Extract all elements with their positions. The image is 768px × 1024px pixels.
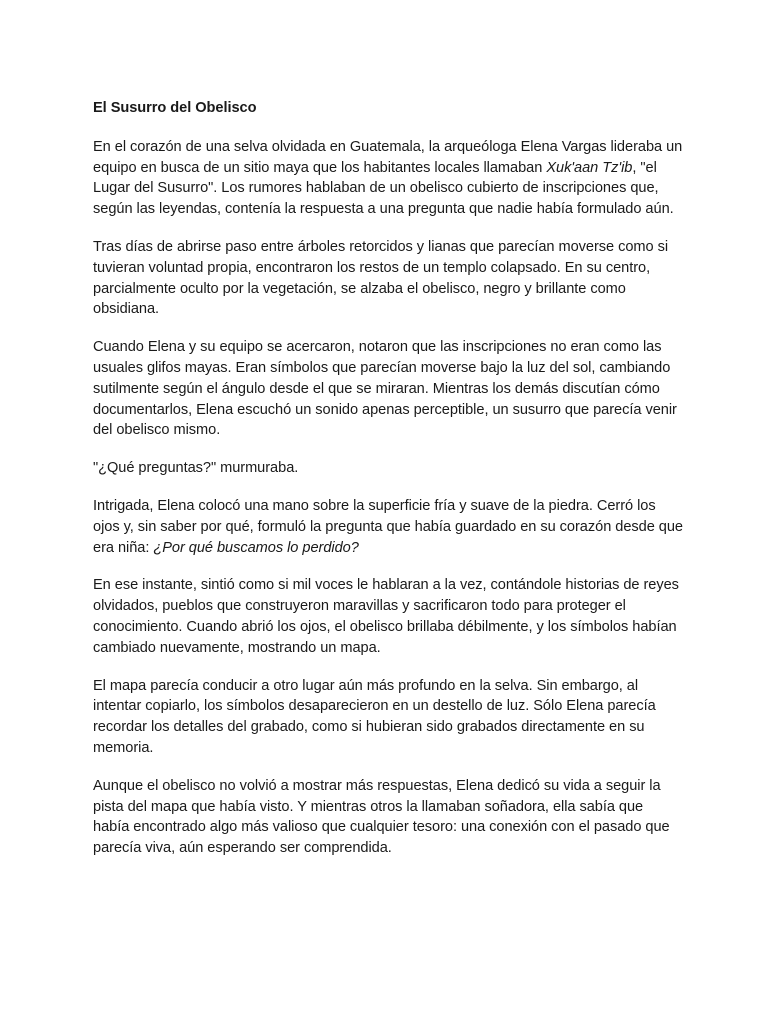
paragraph-text: , "el Lugar del Susurro". Los rumores hablaban de un obelisco cubierto de inscripciones que, según las leyendas, contenía la respuesta a una pregunta que nadie había formulado aún.	[93, 159, 674, 218]
paragraph-3	[93, 337, 683, 441]
paragraph-text: Cuando Elena y su equipo se acercaron, notaron que las inscripciones no eran como las usuales glifos mayas. Eran símbolos que parecían moverse bajo la luz del sol, cambiando sutilmente según el ángulo desde el que se miraran. Mientras los demás discutían cómo documentarlos, Elena escuchó un sonido apenas perceptible, un susurro que parecía venir del obelisco mismo.	[93, 339, 677, 439]
paragraph-7	[93, 676, 683, 759]
paragraph-italic-text: Xuk'aan Tz'ib	[546, 159, 633, 176]
paragraph-text: Aunque el obelisco no volvió a mostrar más respuestas, Elena dedicó su vida a seguir la pista del mapa que había visto. Y mientras otros la llamaban soñadora, ella sabía que había encontrado algo más valioso que cualquier tesoro: una conexión con el pasado que parecía viva, aún esperando ser comprendida.	[93, 777, 670, 857]
paragraph-text: El mapa parecía conducir a otro lugar aún más profundo en la selva. Sin embargo, al intentar copiarlo, los símbolos desaparecieron en un destello de luz. Sólo Elena parecía recordar los detalles del grabado, como si hubieran sido grabados directamente en su memoria.	[93, 677, 656, 756]
paragraph-1	[93, 137, 683, 220]
paragraph-text: En ese instante, sintió como si mil voces le hablaran a la vez, contándole historias de reyes olvidados, pueblos que construyeron maravillas y sacrificaron todo para proteger el conocimiento. Cuando abrió los ojos, el obelisco brillaba débilmente, y los símbolos habían cambiado nuevamente, mostrando un mapa.	[93, 577, 679, 656]
paragraph-text: Intrigada, Elena colocó una mano sobre la superficie fría y suave de la piedra. Cerró los ojos y, sin saber por qué, formuló la pregunta que había guardado en su corazón desde que era niña:	[93, 497, 683, 556]
paragraph-4	[93, 458, 683, 479]
paragraph-2	[93, 237, 683, 320]
paragraph-text: En el corazón de una selva olvidada en Guatemala, la arqueóloga Elena Vargas lideraba un equipo en busca de un sitio maya que los habitantes locales llamaban	[93, 138, 683, 176]
document-title: El Susurro del Obelisco	[93, 100, 257, 116]
paragraph-italic-text: ¿Por qué buscamos lo perdido?	[153, 539, 359, 556]
paragraph-5	[93, 496, 683, 558]
document-page	[93, 98, 683, 876]
paragraph-8	[93, 776, 683, 859]
paragraph-text: "¿Qué preguntas?" murmuraba.	[93, 460, 299, 477]
paragraph-6	[93, 575, 683, 658]
paragraph-text: Tras días de abrirse paso entre árboles retorcidos y lianas que parecían moverse como si tuvieran voluntad propia, encontraron los restos de un templo colapsado. En su centro, parcialmente oculto por la vegetación, se alzaba el obelisco, negro y brillante como obsidiana.	[93, 238, 669, 318]
